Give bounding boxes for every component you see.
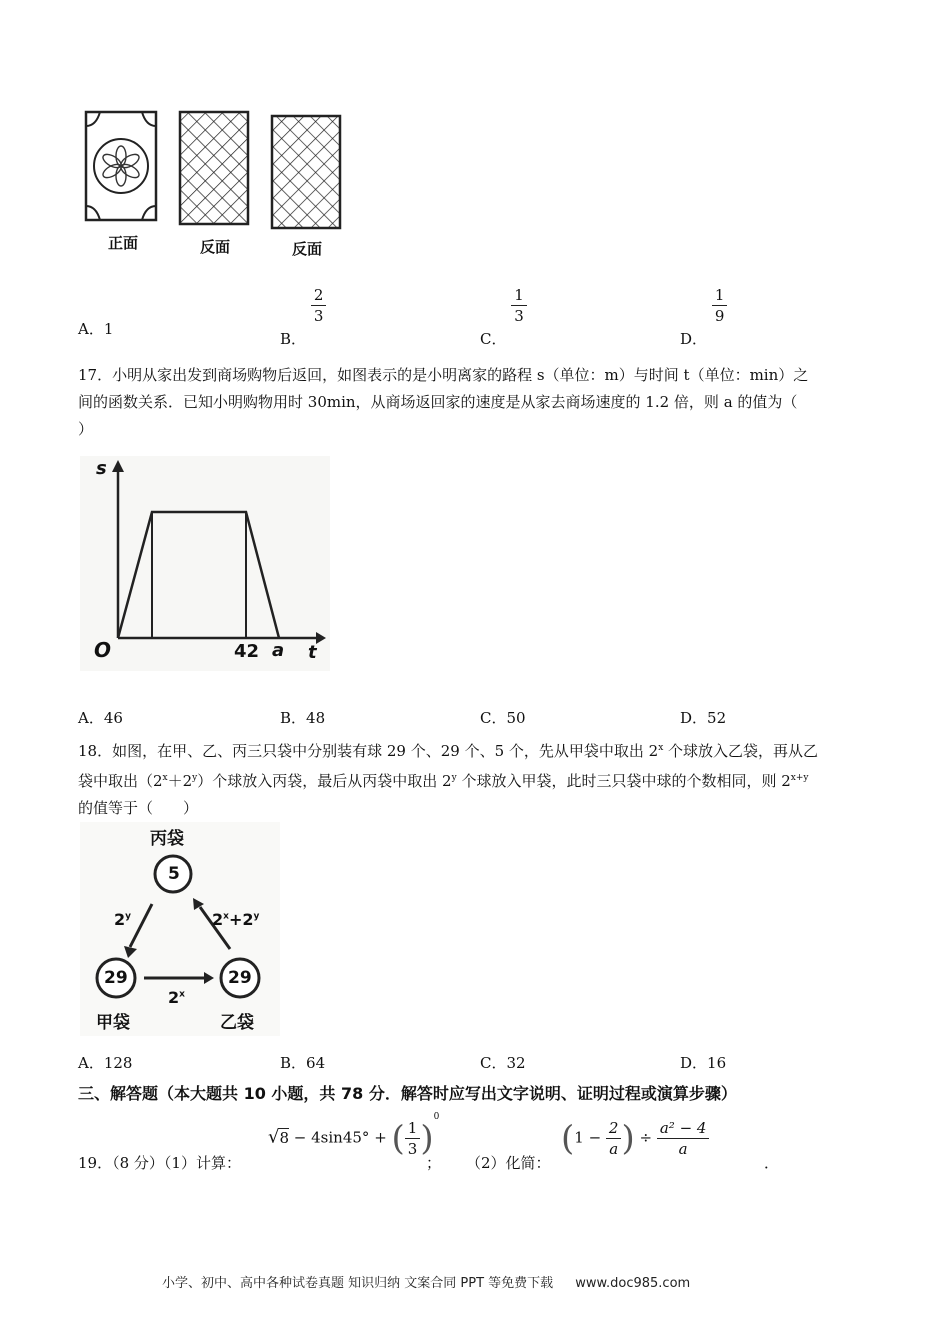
cards-figure [78,104,348,264]
fraction: $\frac{1}{3}$ [511,285,527,326]
q17-option-b[interactable]: B．48 [280,709,326,727]
q18-option-c[interactable]: C．32 [480,1054,526,1072]
q16-option-a[interactable]: A．1 [78,320,114,338]
x-axis-label: t [308,642,317,663]
card-label-back-1: 反面 [200,238,231,256]
q16-option-d[interactable]: D． $\frac{1}{9}$ [680,285,727,326]
card-label-back-2: 反面 [292,240,323,258]
front-card [86,112,156,220]
yi-label: 乙袋 [220,1013,254,1033]
bing-label: 丙袋 [150,829,184,849]
q17-graph [80,456,330,671]
q19-end: ． [764,1154,780,1172]
q17-stem: 17．小明从家出发到商场购物后返回，如图表示的是小明离家的路程 s（单位：m）与时间 t（单位：min）之 间的函数关系．已知小明购物用时 30min，从商场返回家的速度是从家去商场速度的 1.2 倍，则 a 的值为（ ） [78,366,809,438]
bottom-arrow-label: 2$^x$ [168,988,185,1007]
origin-label: O [94,638,112,662]
back-card-1 [180,112,248,224]
right-arrow-label: $2^x+2^y$ [212,910,260,929]
page-footer [162,1272,690,1291]
q19-expression-2: (1 − $\frac{2}{a}$ ) ÷ $\frac{\text{a² − 4}}{a}$ [561,1118,709,1159]
q18-diagram [80,822,280,1036]
yi-count: 29 [228,968,252,988]
q18-option-b[interactable]: B．64 [280,1054,326,1072]
footer-link[interactable]: www.doc985.com [575,1276,691,1291]
fraction: $\frac{1}{3}$ [405,1118,421,1159]
jia-count: 29 [104,968,128,988]
fraction: $\frac{2}{a}$ [606,1118,622,1159]
q18-option-d[interactable]: D．16 [680,1054,727,1072]
q19-expression-1: √8 − 4sin45° + ( $\frac{1}{3}$ )$^0$ [268,1111,440,1159]
q17-option-c[interactable]: C．50 [480,709,526,727]
footer-text: 小学、初中、高中各种试卷真题 知识归纳 文案合同 PPT 等免费下载 [162,1276,554,1291]
fraction: $\frac{1}{9}$ [712,285,728,326]
q17-option-a[interactable]: A．46 [78,709,123,727]
jia-label: 甲袋 [96,1013,130,1033]
q18-stem: 18．如图，在甲、乙、丙三只袋中分别装有球 29 个、29 个、5 个，先从甲袋中取出 2$^x$ 个球放入乙袋，再从乙 袋中取出$(2^x+2^y)$个球放入丙袋，最后从丙袋中取出 2$^y$ 个球放入甲袋，此时三只袋中球的个数相同，则 $2^{x+y}$ 的值等于（ ） [78,742,819,817]
fraction: $\frac{2}{3}$ [311,285,327,326]
card-label-front: 正面 [108,234,139,252]
q16-option-c[interactable]: C． $\frac{1}{3}$ [480,285,527,326]
q16-option-b[interactable]: B． $\frac{2}{3}$ [280,285,326,326]
section-3-heading: 三、解答题（本大题共 10 小题，共 78 分．解答时应写出文字说明、证明过程或演算步骤） [78,1084,737,1103]
bing-count: 5 [168,864,180,884]
back-card-2 [272,116,340,228]
q19-separator: ； [426,1154,442,1172]
fraction: $\frac{\text{a² − 4}}{a}$ [657,1118,710,1159]
q17-option-d[interactable]: D．52 [680,709,727,727]
q18-option-a[interactable]: A．128 [78,1054,133,1072]
tick-42: 42 [234,641,260,662]
distance-time-graph [80,456,330,671]
q19 [78,1111,878,1178]
tick-a: a [272,640,285,661]
q19-part2: （2）化简： [466,1154,551,1172]
q19-prefix: 19．（8 分）（1）计算： [78,1154,241,1172]
left-arrow-label: 2$^y$ [114,910,132,929]
y-axis-label: s [96,458,107,479]
